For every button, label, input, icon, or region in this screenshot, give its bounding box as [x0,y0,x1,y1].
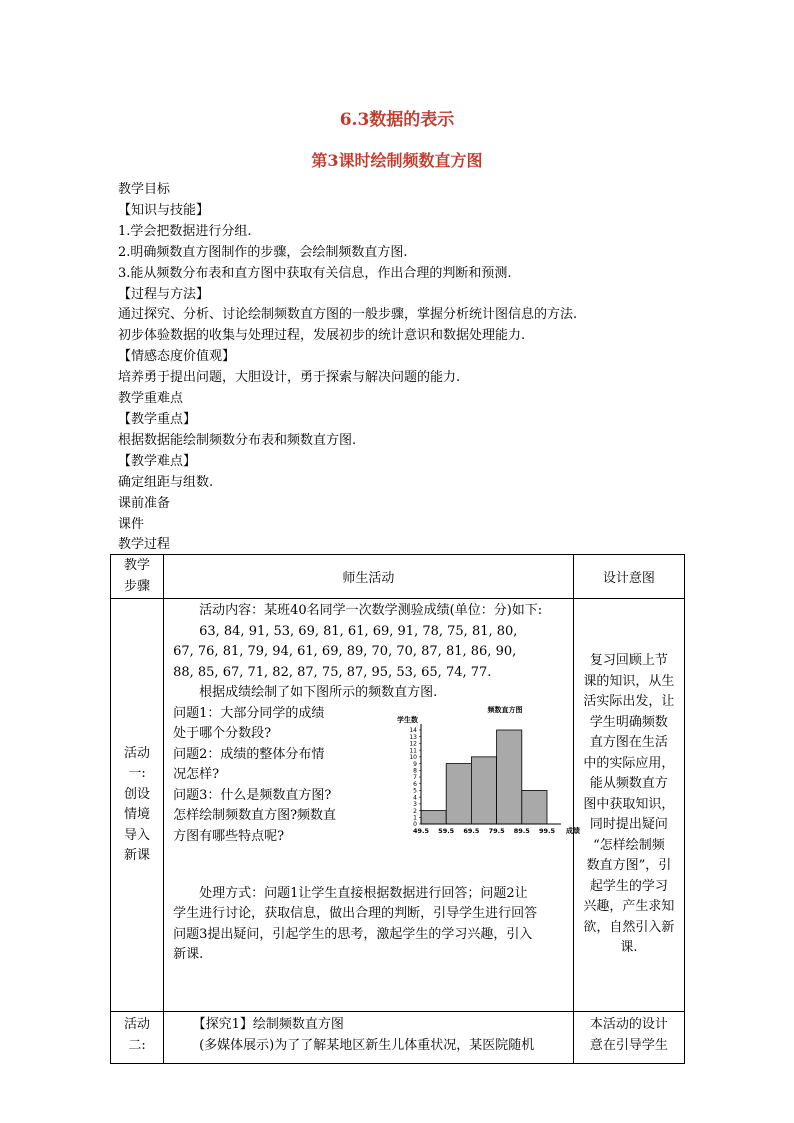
text-line: 培养勇于提出问题，大胆设计，勇于探索与解决问题的能力. [118,370,461,386]
text-line: 教学目标 [118,182,171,197]
content-line: 67, 76, 81, 79, 94, 61, 69, 89, 70, 70, 87, 81, 86, 90, [173,644,517,659]
text-line: 初步体验数据的收集与处理过程，发展初步的统计意识和数据处理能力. [118,328,526,344]
y-tick-label: 7 [413,773,418,781]
intent-line: 学生明确频数 [589,714,668,730]
content-line: (多媒体展示)为了了解某地区新生儿体重状况，某医院随机 [173,1037,535,1053]
content-line: 活动内容：某班40名同学一次数学测验成绩(单位：分)如下: [173,603,543,618]
step-line: 一: [128,766,146,781]
y-tick-label: 4 [413,793,418,801]
intent-line: 中的实际应用， [583,755,675,771]
y-tick-label: 6 [413,780,418,788]
x-tick-label: 89.5 [513,826,530,835]
text-line: 教学重难点 [118,391,184,407]
intent-line: 欲，自然引入新 [583,919,675,935]
intent-line: 兴趣，产生求知 [583,899,675,915]
x-tick-label: 59.5 [438,826,455,835]
y-tick-label: 14 [409,726,418,734]
question-line: 问题2：成绩的整体分布情 [173,746,325,762]
table-row [111,1012,685,1064]
frequency-histogram [395,702,595,847]
chart-ylabel: 学生数 [397,715,419,724]
intent-line: 直方图在生活 [589,735,668,751]
text-line: 【教学难点】 [118,453,197,469]
questions-block [173,704,373,848]
step-line: 新课 [124,848,151,863]
histogram-bar [497,730,522,824]
text-line: 课件 [118,516,145,532]
histogram-bar [522,790,547,824]
intent-line: 本活动的设计 [589,1017,668,1032]
y-tick-label: 11 [409,746,418,754]
page-title: 6.3数据的表示 [339,110,455,130]
y-tick-label: 13 [409,733,418,741]
text-line: 【情感态度价值观】 [118,349,236,365]
content-line: 88, 85, 67, 71, 82, 87, 75, 87, 95, 53, 65, 74, 77. [173,664,492,680]
intent-line: 数直方图”，引 [586,858,672,874]
header-step-line: 步骤 [124,578,151,594]
teaching-process-table [110,554,685,1064]
row2-activity-cell [164,1012,574,1064]
text-line: 通过探究、分析、讨论绘制频数直方图的一般步骤，掌握分析统计图信息的方法. [118,307,578,323]
histogram-bar [446,763,471,823]
intent-line: “怎样绘制频 [593,837,665,853]
row1-step-text [111,744,163,867]
row2-intent-text [580,1012,678,1056]
row2-intent-cell [573,1012,684,1064]
text-line: 根据数据能绘制频数分布表和频数直方图. [118,432,357,448]
text-line: 【过程与方法】 [118,286,210,302]
text-line: 【知识与技能】 [118,202,210,218]
chart-title: 频数直方图 [487,705,523,714]
x-tick-label: 69.5 [463,826,480,835]
row2-step-text [111,1012,163,1056]
content-line: 根据成绩绘制了如下图所示的频数直方图. [173,685,438,700]
content-line: 问题3提出疑问，引起学生的思考，激起学生的学习兴趣，引入 [173,926,533,942]
table-row [111,599,685,1012]
intent-line: 课的知识，从生 [583,673,675,689]
row1-activity-cell [164,599,581,1012]
activity-content [173,601,568,704]
header-intent: 设计意图 [573,555,684,599]
intent-line: 课. [620,940,638,956]
intent-line: 活实际出发，让 [583,694,675,710]
step-line: 创设 [124,786,151,802]
x-tick-label: 49.5 [413,826,430,835]
y-tick-label: 1 [413,813,418,821]
content-line: 63, 84, 91, 53, 69, 81, 61, 69, 91, 78, 75, 81, 80, [173,623,518,639]
y-tick-label: 5 [413,787,418,795]
header-step-line: 教学 [124,558,151,573]
intent-line: 能从频数直方 [589,776,668,792]
step-line: 二: [128,1037,146,1053]
content-line: 学生进行讨论，获取信息，做出合理的判断，引导学生进行回答 [173,906,538,921]
lesson-subtitle: 第3课时绘制频数直方图 [311,151,483,170]
y-tick-label: 12 [409,740,418,748]
question-line: 怎样绘制频数直方图?频数直 [173,808,337,823]
y-tick-label: 10 [409,753,418,761]
question-line: 处于哪个分数段? [173,726,272,741]
y-tick-label: 3 [413,800,418,808]
text-line: 【教学重点】 [118,411,197,427]
question-line: 况怎样? [173,767,220,782]
x-tick-label: 79.5 [488,826,505,835]
intent-line: 同时提出疑问 [589,817,668,833]
chart-xlabel: 成绩 [566,826,581,835]
header-step-text [111,556,163,597]
text-line: 1.学会把数据进行分组. [118,223,252,239]
content-line: 新课. [173,947,204,962]
y-tick-label: 2 [413,807,418,815]
intent-line: 意在引导学生 [589,1037,668,1053]
header-step [111,555,164,599]
step-line: 导入 [124,827,151,843]
y-tick-label: 9 [413,760,418,768]
text-line: 教学过程 [118,537,171,553]
histogram-bar [421,810,446,823]
question-line: 方图有哪些特点呢? [173,828,285,844]
text-line: 3.能从频数分布表和直方图中获取有关信息，作出合理的判断和预测. [118,265,512,281]
row1-step-cell [111,599,164,1012]
step-line: 活动 [124,745,151,761]
question-line: 问题3：什么是频数直方图? [173,787,332,803]
x-tick-label: 99.5 [539,826,556,835]
y-tick-label: 8 [413,766,418,774]
objectives-section [118,180,718,556]
step-line: 活动 [124,1017,151,1032]
text-line: 课前准备 [118,495,171,511]
content-line: 【探究1】绘制频数直方图 [173,1017,344,1032]
text-line: 2.明确频数直方图制作的步骤，会绘制频数直方图. [118,244,408,260]
row2-step-cell [111,1012,164,1064]
row2-content [164,1012,573,1056]
table-header-row [111,555,685,599]
header-activity: 师生活动 [164,555,574,599]
intent-line: 起学生的学习 [589,878,668,894]
histogram-bar [471,756,496,823]
intent-line: 图中获取知识， [583,796,675,812]
content-line: 处理方式：问题1让学生直接根据数据进行回答；问题2让 [173,885,528,901]
intent-line: 复习回顾上节 [589,653,668,669]
text-line: 确定组距与组数. [118,474,214,490]
step-line: 情境 [124,807,151,822]
handling-method [173,884,568,966]
question-line: 问题1：大部分同学的成绩 [173,705,325,721]
y-tick-label: 0 [413,820,418,828]
